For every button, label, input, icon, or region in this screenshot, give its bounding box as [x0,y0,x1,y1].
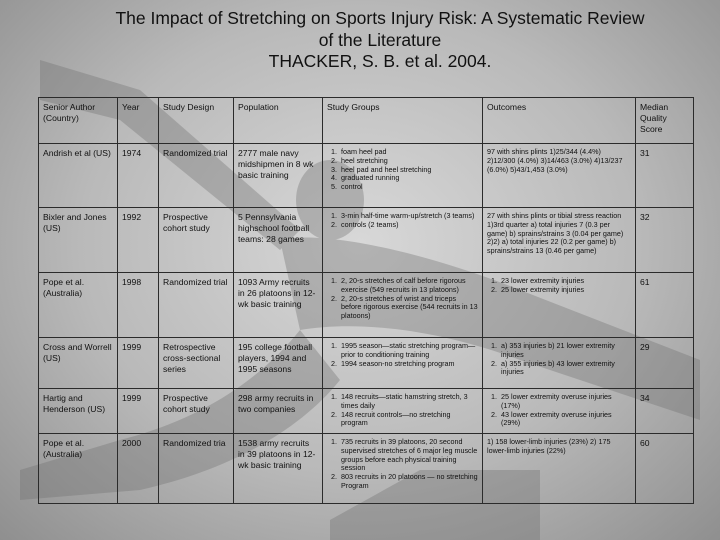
cell-author: Pope et al. (Australia) [39,434,118,504]
cell-population: 1538 army recruits in 39 platoons in 12-wk basic training [234,434,323,504]
group-item: 3. heel pad and heel stretching [339,166,478,175]
cell-outcomes: 97 with shins plints 1)25/344 (4.4%) 2)12/300 (4.0%) 3)14/463 (3.0%) 4)13/237 (6.0%) 5)43/1,453 (3.0%) [483,144,636,208]
header-year: Year [118,98,159,144]
cell-score: 34 [636,389,694,434]
cell-outcomes: 27 with shins plints or tibial stress reaction 1)3rd quarter a) total injuries 7 (0.3 per game) b) sprains/strains 3 (0.04 per game) 2)2) a) total injuries 22 (0.2 per game) b) sprains/strains 13 (0.46 per game) [483,208,636,273]
cell-author: Cross and Worrell (US) [39,338,118,389]
table-row [39,389,694,434]
cell-outcomes: 1) 158 lower-limb injuries (23%) 2) 175 lower-limb injuries (22%) [483,434,636,504]
cell-design: Randomized trial [159,273,234,338]
outcome-item: 1. a) 353 injuries b) 21 lower extremity injuries [499,342,631,360]
cell-population: 195 college football players, 1994 and 1995 seasons [234,338,323,389]
cell-design: Randomized tria [159,434,234,504]
cell-groups [323,273,483,338]
cell-outcomes [483,389,636,434]
header-population: Population [234,98,323,144]
header-groups: Study Groups [323,98,483,144]
outcome-item: 1. 23 lower extremity injuries [499,277,631,286]
group-item: 4. graduated running [339,174,478,183]
cell-year: 2000 [118,434,159,504]
title-line-3: THACKER, S. B. et al. 2004. [268,51,492,71]
cell-author: Andrish et al (US) [39,144,118,208]
cell-design: Randomized trial [159,144,234,208]
cell-year: 1974 [118,144,159,208]
group-item: 2. 1994 season-no stretching program [339,360,478,369]
cell-score: 29 [636,338,694,389]
group-item: 1. 148 recruits—static hamstring stretch, 3 times daily [339,393,478,411]
cell-groups [323,338,483,389]
cell-population: 5 Pennsylvania highschool football teams: 28 games [234,208,323,273]
cell-groups [323,389,483,434]
cell-outcomes [483,273,636,338]
header-design: Study Design [159,98,234,144]
group-item: 2. 148 recruit controls—no stretching program [339,411,478,429]
outcome-item: 2. 25 lower extremity injuries [499,286,631,295]
group-item: 2. 803 recruits in 20 platoons — no stretching Program [339,473,478,491]
outcome-item: 2. 43 lower extremity overuse injuries (29%) [499,411,631,429]
group-item: 5. control [339,183,478,192]
cell-score: 31 [636,144,694,208]
group-item: 1. 3-min half-time warm-up/stretch (3 teams) [339,212,478,221]
cell-score: 60 [636,434,694,504]
cell-year: 1992 [118,208,159,273]
group-item: 1. 735 recruits in 39 platoons, 20 second supervised stretches of 6 major leg muscle groups before each physical training session [339,438,478,473]
cell-design: Prospective cohort study [159,389,234,434]
cell-groups [323,208,483,273]
table-row [39,208,694,273]
cell-year: 1999 [118,389,159,434]
group-item: 1. 1995 season—static stretching program—prior to conditioning training [339,342,478,360]
table-row [39,434,694,504]
table-row [39,144,694,208]
cell-groups [323,434,483,504]
cell-author: Bixler and Jones (US) [39,208,118,273]
cell-author: Pope et al. (Australia) [39,273,118,338]
title-line-2: of the Literature [318,29,442,50]
slide-title [60,8,700,73]
cell-outcomes [483,338,636,389]
header-score: Median Quality Score [636,98,694,144]
outcome-item: 2. a) 355 injuries b) 43 lower extremity injuries [499,360,631,378]
group-item: 2. 2, 20-s stretches of wrist and triceps before rigorous exercise (544 recruits in 13 platoons) [339,295,478,321]
table-row [39,273,694,338]
cell-score: 32 [636,208,694,273]
group-item: 1. 2, 20-s stretches of calf before rigorous exercise (549 recruits in 13 platoons) [339,277,478,295]
cell-population: 298 army recruits in two companies [234,389,323,434]
group-item: 1. foam heel pad [339,148,478,157]
cell-score: 61 [636,273,694,338]
cell-author: Hartig and Henderson (US) [39,389,118,434]
header-author: Senior Author (Country) [39,98,118,144]
cell-design: Retrospective cross-sectional series [159,338,234,389]
group-item: 2. controls (2 teams) [339,221,478,230]
cell-population: 2777 male navy midshipmen in 8 wk basic training [234,144,323,208]
header-outcomes: Outcomes [483,98,636,144]
title-line-1: The Impact of Stretching on Sports Injury Risk: A Systematic Review [115,8,645,28]
cell-groups [323,144,483,208]
group-item: 2. heel stretching [339,157,478,166]
table-header-row [39,98,694,144]
cell-design: Prospective cohort study [159,208,234,273]
cell-year: 1999 [118,338,159,389]
studies-table [38,97,694,504]
cell-year: 1998 [118,273,159,338]
cell-population: 1093 Army recruits in 26 platoons in 12-wk basic training [234,273,323,338]
table-row [39,338,694,389]
outcome-item: 1. 25 lower extremity overuse injuries (17%) [499,393,631,411]
